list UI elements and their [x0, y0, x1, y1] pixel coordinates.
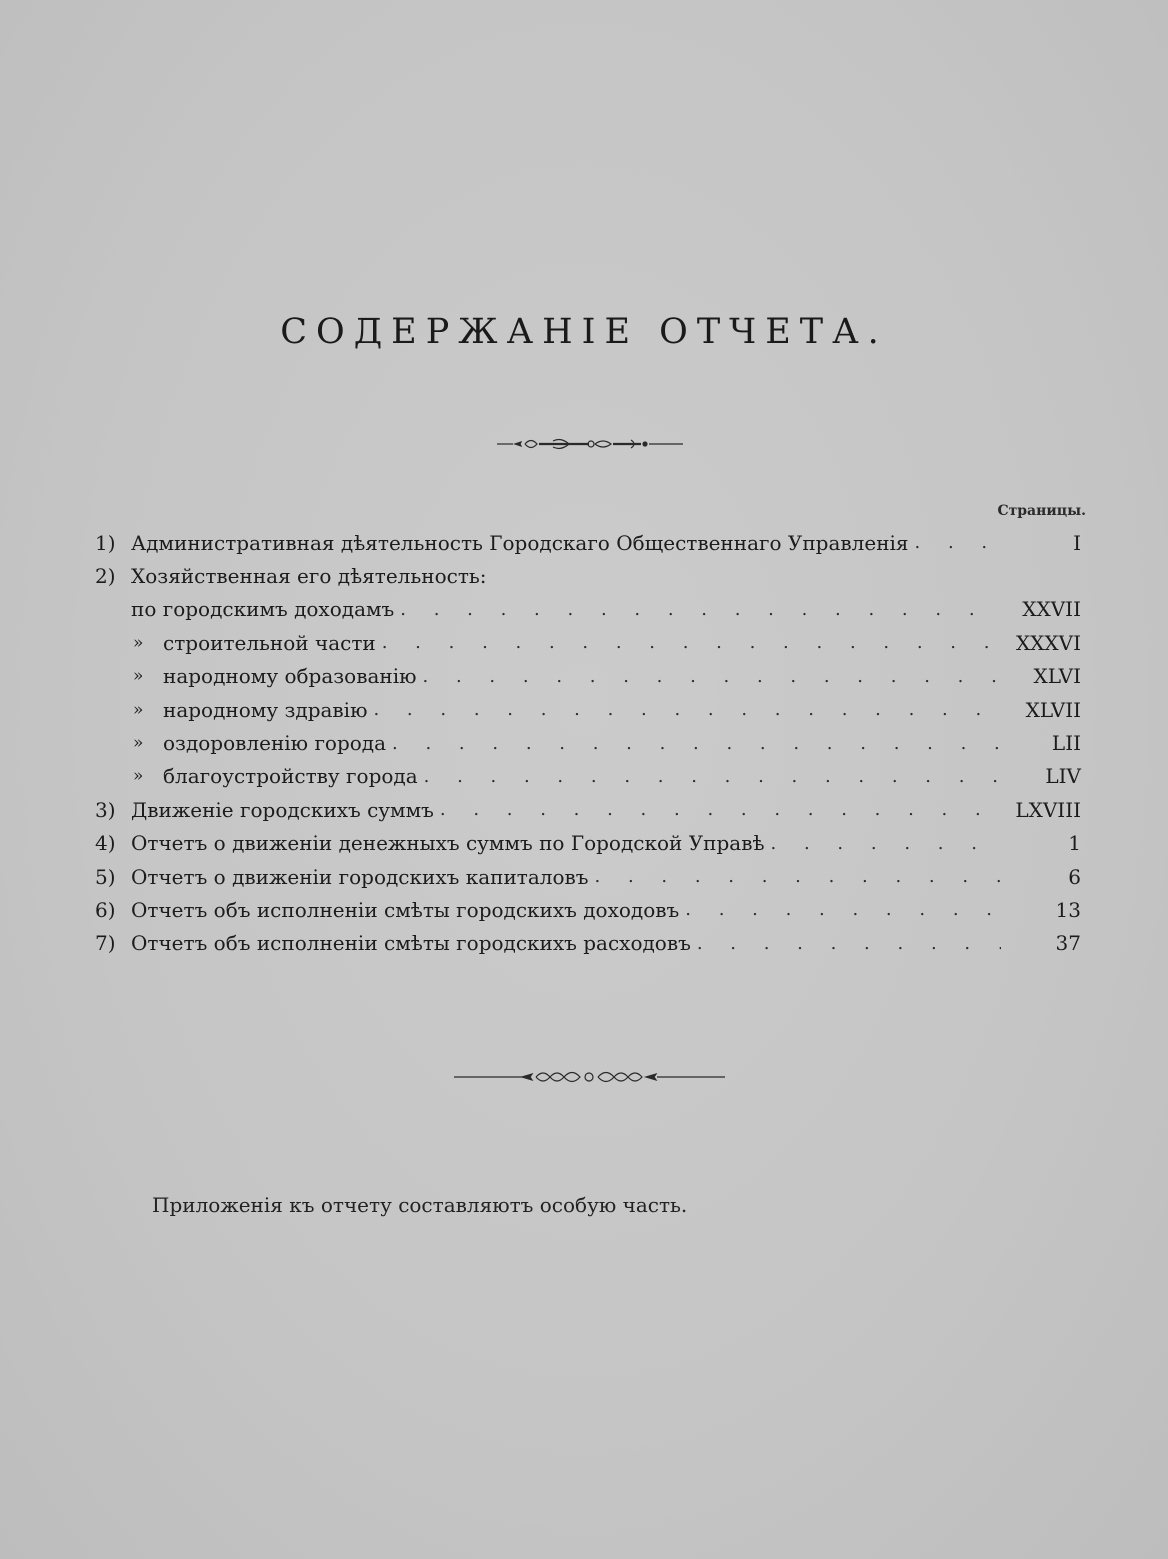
ditto-mark: » — [133, 699, 144, 720]
bottom-ornament-icon — [452, 1065, 727, 1089]
leader-dots — [915, 532, 1001, 553]
toc-label: Административная дѣятельность Городскаго Общественнаго Управленія — [131, 530, 909, 555]
toc-number: 5) — [95, 864, 116, 889]
toc-label: Хозяйственная его дѣятельность: — [131, 564, 487, 589]
toc-entry — [95, 860, 1085, 893]
toc-entry — [95, 927, 1085, 960]
pages-column-header: Страницы. — [997, 503, 1086, 519]
toc-page: 6 — [1068, 864, 1081, 889]
leader-dots — [697, 933, 1001, 954]
toc-label: Отчетъ объ исполненіи смѣты городскихъ доходовъ — [131, 897, 680, 922]
toc-subentry — [95, 660, 1085, 693]
toc-number: 6) — [95, 897, 116, 922]
toc-subentry — [95, 626, 1085, 659]
toc-page: XXVII — [1022, 597, 1081, 622]
leader-dots — [424, 766, 1001, 787]
toc-subentry — [95, 760, 1085, 793]
toc-entry — [95, 827, 1085, 860]
toc-entry — [95, 793, 1085, 826]
leader-dots — [440, 799, 1001, 820]
toc-subentry — [95, 726, 1085, 759]
toc-label: оздоровленію города — [163, 731, 387, 756]
ditto-mark: » — [133, 666, 144, 687]
toc-label: Отчетъ объ исполненіи смѣты городскихъ расходовъ — [131, 931, 691, 956]
leader-dots — [423, 666, 1001, 687]
ditto-mark: » — [133, 766, 144, 787]
toc-label: по городскимъ доходамъ — [131, 597, 395, 622]
top-ornament-icon — [495, 433, 685, 455]
toc-number: 7) — [95, 931, 116, 956]
toc-page: XLVII — [1025, 697, 1081, 722]
toc-page: 1 — [1068, 831, 1081, 856]
table-of-contents — [95, 526, 1085, 960]
leader-dots — [400, 599, 1001, 620]
leader-dots — [373, 699, 1001, 720]
page-title: СОДЕРЖАНIЕ ОТЧЕТА. — [280, 312, 888, 352]
toc-subentry — [95, 593, 1085, 626]
toc-page: XLVI — [1033, 664, 1081, 689]
toc-page: XXXVI — [1015, 630, 1081, 655]
toc-entry — [95, 559, 1085, 592]
toc-label: благоустройству города — [163, 764, 418, 789]
toc-label: народному образованію — [163, 664, 417, 689]
leader-dots — [685, 899, 1001, 920]
toc-number: 1) — [95, 530, 116, 555]
toc-page: 13 — [1055, 897, 1081, 922]
leader-dots — [771, 833, 1001, 854]
leader-dots — [382, 632, 1001, 653]
toc-number: 3) — [95, 797, 116, 822]
toc-label: Отчетъ о движеніи городскихъ капиталовъ — [131, 864, 589, 889]
ditto-mark: » — [133, 632, 144, 653]
toc-page: 37 — [1055, 931, 1081, 956]
toc-label: строительной части — [163, 630, 376, 655]
toc-page: LIV — [1045, 764, 1081, 789]
toc-number: 2) — [95, 564, 116, 589]
toc-page: I — [1073, 530, 1081, 555]
toc-label: народному здравію — [163, 697, 368, 722]
appendix-note: Приложенія къ отчету составляютъ особую часть. — [152, 1193, 688, 1217]
toc-page: LII — [1051, 731, 1081, 756]
toc-label: Движеніе городскихъ суммъ — [131, 797, 434, 822]
toc-entry — [95, 893, 1085, 926]
toc-label: Отчетъ о движеніи денежныхъ суммъ по Городской Управѣ — [131, 831, 765, 856]
toc-entry — [95, 526, 1085, 559]
leader-dots — [392, 733, 1001, 754]
leader-dots — [595, 866, 1002, 887]
ditto-mark: » — [133, 733, 144, 754]
toc-subentry — [95, 693, 1085, 726]
toc-number: 4) — [95, 831, 116, 856]
toc-page: LXVIII — [1015, 797, 1081, 822]
